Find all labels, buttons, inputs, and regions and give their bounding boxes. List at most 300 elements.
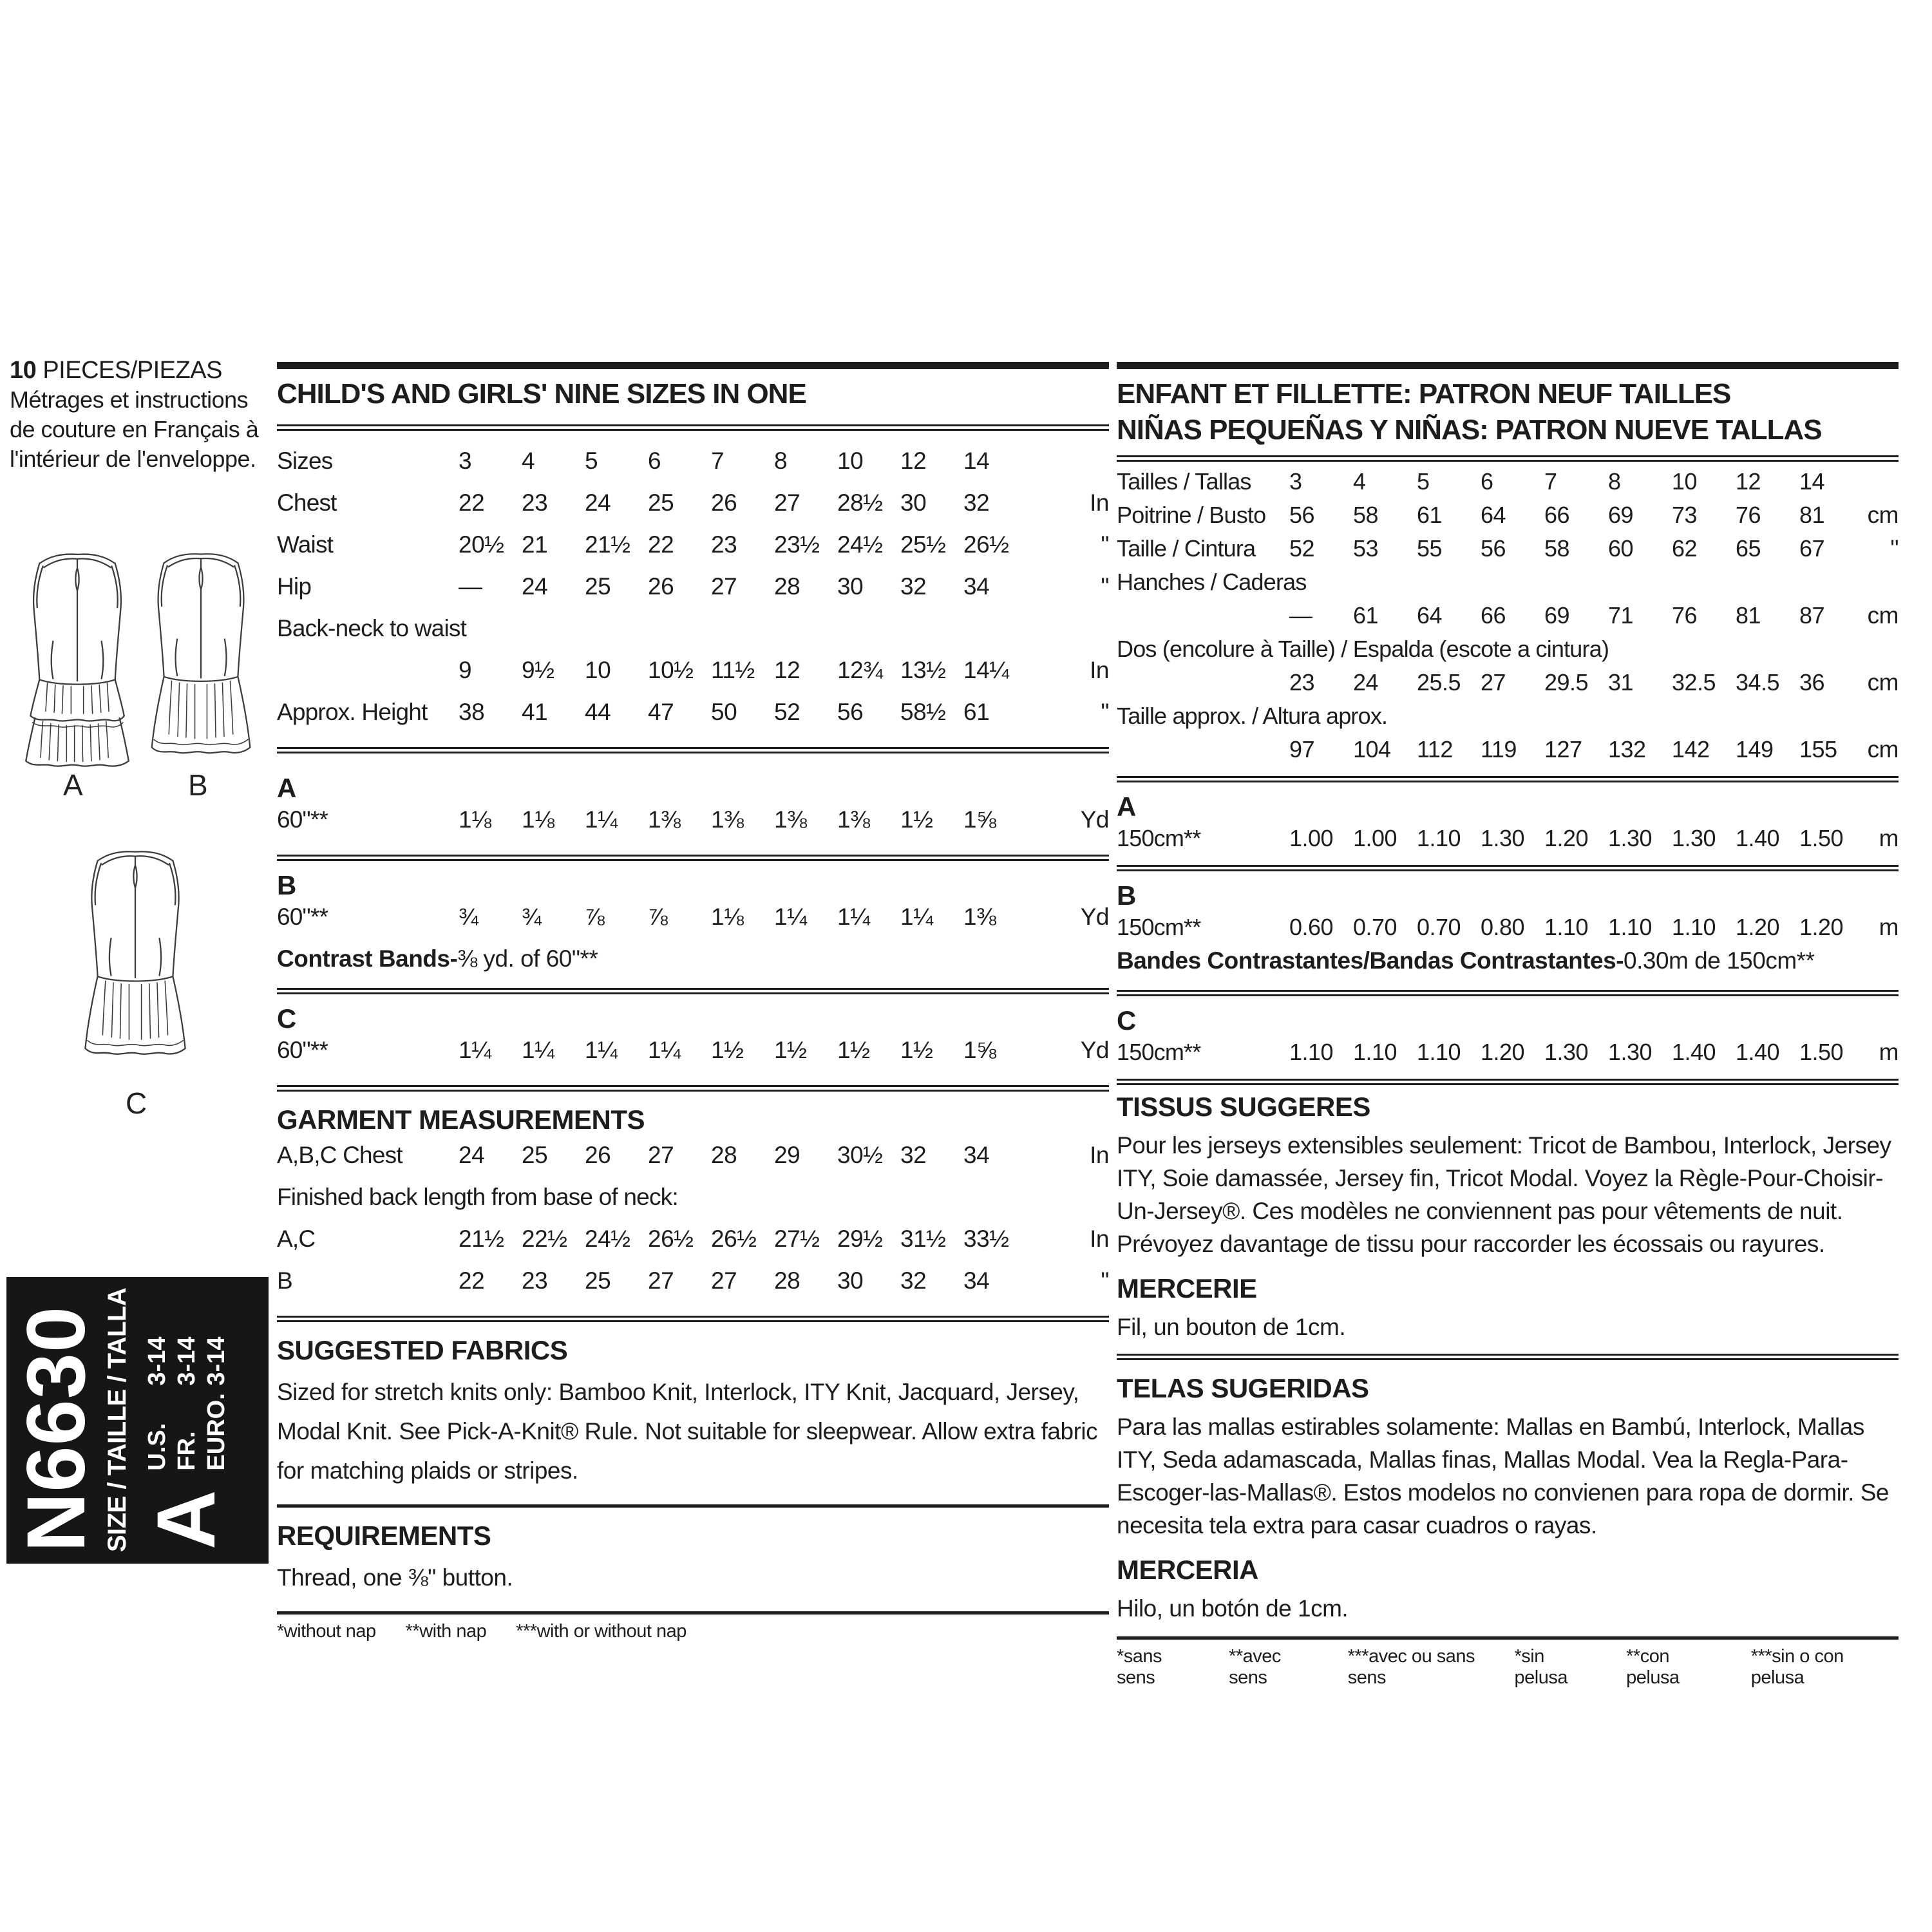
divider (1117, 455, 1899, 462)
cell-value: 76 (1736, 502, 1761, 528)
divider (277, 747, 1109, 753)
cell-value: 1.00 (1289, 825, 1334, 851)
section-letter: B (1117, 880, 1137, 911)
row-label: Poitrine / Busto (1117, 502, 1266, 528)
table-row (1117, 914, 1899, 947)
footnote: ***sin o con pelusa (1750, 1646, 1844, 1688)
unit-label: m (1879, 825, 1899, 851)
spanish-title: NIÑAS PEQUEÑAS Y NIÑAS: PATRON NUEVE TALLAS (1117, 414, 1822, 446)
divider (1117, 1354, 1899, 1360)
table-row (277, 657, 1109, 699)
cell-value: 23 (522, 489, 548, 516)
table-row (1117, 1039, 1899, 1072)
cell-value: 1.10 (1672, 914, 1716, 940)
cell-value: 58 (1544, 535, 1570, 562)
cell-value: 155 (1799, 736, 1837, 762)
intl-yardage-table (1117, 789, 1899, 1085)
pattern-number-badge-content (6, 1277, 269, 1564)
english-nap-footnotes (277, 1621, 1109, 1642)
cell-value: 4 (1353, 468, 1366, 495)
table-row (277, 904, 1109, 945)
row-label: 60"** (277, 904, 328, 930)
cell-value: 23 (522, 1267, 548, 1294)
footnote: **with nap (405, 1621, 487, 1642)
cell-value: 9 (459, 657, 472, 683)
cell-value: 1½ (900, 806, 933, 833)
contrast-bands-label: Contrast Bands- (277, 945, 458, 972)
cell-value: 1⅛ (522, 806, 554, 833)
cell-value: 81 (1736, 602, 1761, 629)
dress-view-c-drawing (72, 837, 198, 1079)
view-b-label: B (188, 768, 208, 802)
cell-value: 41 (522, 699, 548, 725)
contrast-bands-note (277, 945, 1109, 981)
cell-value: 1⅜ (774, 806, 807, 833)
cell-value: 24½ (585, 1226, 630, 1252)
cell-value: 32 (963, 489, 990, 516)
cell-value: 29½ (837, 1226, 883, 1252)
cell-value: 21½ (585, 531, 630, 558)
cell-value: 1.30 (1544, 1039, 1589, 1065)
cell-value: 12 (900, 448, 927, 474)
cell-value: 12 (774, 657, 800, 683)
cell-value: 1⅜ (963, 904, 996, 930)
contrast-bands-note (1117, 947, 1899, 983)
cell-value: 0.80 (1481, 914, 1525, 940)
cell-value: 12¾ (837, 657, 883, 683)
unit-label: m (1879, 914, 1899, 940)
cell-value: 127 (1544, 736, 1582, 762)
cell-value: 25 (585, 1267, 611, 1294)
cell-value: 34 (963, 1267, 990, 1294)
cell-value: 31½ (900, 1226, 946, 1252)
cell-value: 1¼ (522, 1037, 554, 1063)
table-row (277, 448, 1109, 489)
cell-value: 13½ (900, 657, 946, 683)
cell-value: 24 (459, 1142, 485, 1168)
cell-value: 1.30 (1608, 1039, 1653, 1065)
cell-value: 24 (1353, 669, 1379, 696)
contrast-bands-label: Bandes Contrastantes/Bandas Contrastantes- (1117, 947, 1624, 974)
row-label: 150cm** (1117, 914, 1201, 940)
cell-value: 14 (1799, 468, 1825, 495)
section-letter: B (277, 870, 297, 900)
divider (1117, 1636, 1899, 1640)
table-row (1117, 602, 1899, 636)
table-row (277, 531, 1109, 573)
pieces-count: 10 (10, 357, 37, 384)
cell-value: 1½ (837, 1037, 870, 1063)
cell-value: 33½ (963, 1226, 1009, 1252)
mercerie-heading: MERCERIE (1117, 1273, 1257, 1303)
cell-value: 0.70 (1353, 914, 1397, 940)
table-row (277, 489, 1109, 531)
unit-label: " (1101, 531, 1109, 558)
cell-value: 67 (1799, 535, 1825, 562)
section-letter: A (277, 773, 297, 803)
table-row (1117, 669, 1899, 703)
unit-label: cm (1867, 736, 1899, 762)
cell-value: 23 (1289, 669, 1315, 696)
divider (277, 424, 1109, 431)
row-label: 150cm** (1117, 1039, 1201, 1065)
cell-value: 0.70 (1417, 914, 1461, 940)
table-row (1117, 736, 1899, 770)
cell-value: 25 (585, 573, 611, 600)
table-row (277, 1184, 1109, 1226)
table-row (1117, 502, 1899, 535)
cell-value: 1⅝ (963, 1037, 996, 1063)
cell-value: 10 (837, 448, 864, 474)
tissus-suggeres-text: Pour les jerseys extensibles seulement: Tricot de Bambou, Interlock, Jersey ITY, Soie damassée, Jersey fin, Tricot Modal. Voyez la Règle-Pour-Choisir-Un-Jersey®. Ces modèles ne conviennent pas pour vêtements de nuit. Prévoyez davantage de tissu pour raccorder les écossais ou rayures. (1117, 1132, 1891, 1257)
cell-value: 28 (711, 1142, 737, 1168)
cell-value: 64 (1417, 602, 1443, 629)
telas-sugeridas-text: Para las mallas estirables solamente: Mallas en Bambú, Interlock, Mallas ITY, Seda adamascada, Mallas finas, Mallas Modal. Vea la Regla-Para-Escoger-las-Mallas®. Estos modelos no convienen para ropa de dormir. Se necesita tela extra para casar cuadros o rayas. (1117, 1414, 1889, 1539)
divider (277, 1504, 1109, 1508)
requirements-text: Thread, one ⅜" button. (277, 1564, 513, 1591)
cell-value: 1½ (711, 1037, 744, 1063)
cell-value: 76 (1672, 602, 1698, 629)
row-label: A,C (277, 1226, 316, 1252)
table-row (277, 1037, 1109, 1079)
size-range-row: EURO.3-14 (203, 1336, 230, 1471)
english-garment-measurements-table (277, 1142, 1109, 1309)
footnote: *sans sens (1117, 1646, 1162, 1688)
cell-value: 22½ (522, 1226, 567, 1252)
garment-measurements-heading: GARMENT MEASUREMENTS (277, 1104, 645, 1135)
table-row (277, 1142, 1109, 1184)
cell-value: 29 (774, 1142, 800, 1168)
cell-value: 61 (963, 699, 990, 725)
cell-value: 11½ (711, 657, 755, 683)
row-label: Taille approx. / Altura aprox. (1117, 703, 1388, 729)
unit-label: cm (1867, 669, 1899, 696)
cell-value: 32 (900, 573, 927, 600)
cell-value: 81 (1799, 502, 1825, 528)
table-row (1117, 535, 1899, 569)
cell-value: 1¼ (774, 904, 807, 930)
row-label: Sizes (277, 448, 333, 474)
cell-value: 56 (1289, 502, 1315, 528)
row-label: Tailles / Tallas (1117, 468, 1251, 495)
cell-value: 1⅜ (648, 806, 681, 833)
cell-value: 47 (648, 699, 674, 725)
cell-value: 1.40 (1736, 825, 1780, 851)
cell-value: 20½ (459, 531, 504, 558)
table-row (1117, 569, 1899, 602)
unit-label: In (1090, 489, 1109, 516)
cell-value: 27 (711, 1267, 737, 1294)
cell-value: 26½ (711, 1226, 757, 1252)
cell-value: 25.5 (1417, 669, 1461, 696)
cell-value: 73 (1672, 502, 1698, 528)
cell-value: 61 (1353, 602, 1379, 629)
cell-value: 3 (1289, 468, 1302, 495)
cell-value: 1.20 (1799, 914, 1844, 940)
cell-value: 22 (459, 1267, 485, 1294)
footnote: ***with or without nap (516, 1621, 687, 1642)
cell-value: 69 (1544, 602, 1570, 629)
suggested-fabrics-heading: SUGGESTED FABRICS (277, 1335, 568, 1365)
cell-value: 22 (648, 531, 674, 558)
cell-value: 1.30 (1608, 825, 1653, 851)
divider (1117, 990, 1899, 996)
cell-value: 34.5 (1736, 669, 1780, 696)
intl-body-measurements-table (1117, 468, 1899, 770)
cell-value: 21 (522, 531, 548, 558)
cell-value: 119 (1481, 736, 1517, 762)
cell-value: 1.20 (1736, 914, 1780, 940)
cell-value: 3 (459, 448, 472, 474)
cell-value: — (459, 573, 482, 600)
cell-value: ¾ (522, 904, 542, 930)
cell-value: 55 (1417, 535, 1443, 562)
pieces-label: PIECES/PIEZAS (36, 357, 222, 384)
cell-value: 1.10 (1608, 914, 1653, 940)
cell-value: 66 (1544, 502, 1570, 528)
contrast-bands-value: 0.30m de 150cm** (1624, 947, 1815, 974)
cell-value: 1.40 (1672, 1039, 1716, 1065)
table-row (1117, 636, 1899, 669)
cell-value: 27 (1481, 669, 1506, 696)
divider (277, 1085, 1109, 1092)
french-title: ENFANT ET FILLETTE: PATRON NEUF TAILLES (1117, 378, 1731, 410)
divider (1117, 362, 1899, 369)
cell-value: 56 (837, 699, 864, 725)
dress-view-a-drawing (18, 540, 137, 782)
cell-value: 34 (963, 573, 990, 600)
english-yardage-table (277, 770, 1109, 1092)
cell-value: 71 (1608, 602, 1634, 629)
cell-value: 29.5 (1544, 669, 1589, 696)
cell-value: 1¼ (900, 904, 933, 930)
cell-value: 32.5 (1672, 669, 1716, 696)
cell-value: 1⅜ (711, 806, 744, 833)
unit-label: cm (1867, 502, 1899, 528)
cell-value: 1.10 (1544, 914, 1589, 940)
pieces-note-line: de couture en Français à (10, 416, 259, 442)
table-row (277, 806, 1109, 848)
cell-value: 1¼ (585, 806, 618, 833)
cell-value: ⅞ (648, 904, 668, 930)
cell-value: 1.30 (1481, 825, 1525, 851)
cell-value: 87 (1799, 602, 1825, 629)
cell-value: 0.60 (1289, 914, 1334, 940)
intl-nap-footnotes (1117, 1646, 1899, 1689)
cell-value: 30 (837, 573, 864, 600)
cell-value: 21½ (459, 1226, 504, 1252)
row-label: A,B,C Chest (277, 1142, 402, 1168)
cell-value: 61 (1417, 502, 1443, 528)
cell-value: 26½ (648, 1226, 694, 1252)
footnote: **con pelusa (1626, 1646, 1680, 1688)
footnote: ***avec ou sans sens (1347, 1646, 1475, 1688)
divider (1117, 1079, 1899, 1085)
cell-value: 22 (459, 489, 485, 516)
cell-value: 1⅝ (963, 806, 996, 833)
size-range-row: FR.3-14 (173, 1336, 200, 1471)
cell-value: 34 (963, 1142, 990, 1168)
row-label: Approx. Height (277, 699, 428, 725)
cell-value: 1.00 (1353, 825, 1397, 851)
merceria-text: Hilo, un botón de 1cm. (1117, 1595, 1349, 1622)
row-label: Back-neck to waist (277, 615, 467, 641)
pattern-number: N6630 (10, 1305, 102, 1552)
cell-value: 6 (1481, 468, 1493, 495)
pieces-note (10, 355, 269, 474)
cell-value: 25½ (900, 531, 946, 558)
cell-value: 1.10 (1417, 825, 1461, 851)
unit-label: m (1879, 1039, 1899, 1065)
section-letter: C (277, 1003, 297, 1034)
pieces-note-line: l'intérieur de l'enveloppe. (10, 446, 256, 472)
cell-value: 26 (648, 573, 674, 600)
cell-value: 52 (1289, 535, 1315, 562)
divider (277, 1316, 1109, 1322)
cell-value: 7 (711, 448, 724, 474)
cell-value: 50 (711, 699, 737, 725)
divider (1117, 865, 1899, 871)
cell-value: 14¼ (963, 657, 1009, 683)
unit-label: cm (1867, 602, 1899, 629)
unit-label: " (1101, 573, 1109, 600)
requirements-heading: REQUIREMENTS (277, 1520, 491, 1551)
cell-value: 10 (1672, 468, 1698, 495)
cell-value: 14 (963, 448, 990, 474)
cell-value: 32 (900, 1142, 927, 1168)
divider (277, 855, 1109, 861)
row-label: Chest (277, 489, 337, 516)
cell-value: 149 (1736, 736, 1774, 762)
cell-value: 97 (1289, 736, 1315, 762)
cell-value: 132 (1608, 736, 1646, 762)
cell-value: 28 (774, 573, 800, 600)
cell-value: 24 (522, 573, 548, 600)
cell-value: 60 (1608, 535, 1634, 562)
cell-value: 1¼ (648, 1037, 681, 1063)
cell-value: 10 (585, 657, 611, 683)
row-label: Waist (277, 531, 334, 558)
size-ranges (142, 1337, 231, 1471)
cell-value: 9½ (522, 657, 554, 683)
cell-value: 52 (774, 699, 800, 725)
row-label: B (277, 1267, 292, 1294)
pieces-count-line (10, 355, 269, 385)
french-spanish-column (1117, 362, 1899, 1689)
contrast-bands-value: ⅜ yd. of 60"** (457, 945, 598, 972)
cell-value: 1.50 (1799, 1039, 1844, 1065)
row-label: Hip (277, 573, 312, 600)
cell-value: 62 (1672, 535, 1698, 562)
cell-value: 30 (900, 489, 927, 516)
cell-value: 31 (1608, 669, 1634, 696)
cell-value: 27 (648, 1267, 674, 1294)
divider (277, 362, 1109, 369)
divider (1117, 776, 1899, 782)
cell-value: 26½ (963, 531, 1009, 558)
unit-label: In (1090, 1226, 1109, 1252)
cell-value: 26 (711, 489, 737, 516)
cell-value: 1⅛ (711, 904, 744, 930)
cell-value: 104 (1353, 736, 1391, 762)
cell-value: ¾ (459, 904, 478, 930)
cell-value: 1.30 (1672, 825, 1716, 851)
table-row (277, 1267, 1109, 1309)
cell-value: 23 (711, 531, 737, 558)
cell-value: 25 (648, 489, 674, 516)
cell-value: 27 (774, 489, 800, 516)
cell-value: 4 (522, 448, 535, 474)
section-letter: C (1117, 1005, 1137, 1036)
pieces-note-line: Métrages et instructions (10, 386, 249, 413)
cell-value: 27½ (774, 1226, 820, 1252)
cell-value: 1.10 (1353, 1039, 1397, 1065)
cell-value: 27 (711, 573, 737, 600)
cell-value: 26 (585, 1142, 611, 1168)
footnote: *sin pelusa (1514, 1646, 1567, 1688)
merceria-heading: MERCERIA (1117, 1555, 1259, 1585)
mercerie-text: Fil, un bouton de 1cm. (1117, 1314, 1346, 1340)
cell-value: 65 (1736, 535, 1761, 562)
cell-value: 1½ (900, 1037, 933, 1063)
cell-value: 12 (1736, 468, 1761, 495)
cell-value: 5 (1417, 468, 1430, 495)
cell-value: 27 (648, 1142, 674, 1168)
unit-label: In (1090, 1142, 1109, 1168)
cell-value: 142 (1672, 736, 1710, 762)
cell-value: — (1289, 602, 1312, 629)
row-label: Finished back length from base of neck: (277, 1184, 678, 1210)
size-label: SIZE / TAILLE / TALLA (103, 1287, 131, 1552)
unit-label: Yd (1080, 806, 1109, 833)
view-a-label: A (63, 768, 83, 802)
table-row (277, 573, 1109, 615)
cell-value: 58 (1353, 502, 1379, 528)
cell-value: 58½ (900, 699, 946, 725)
cell-value: 28 (774, 1267, 800, 1294)
tissus-suggeres-heading: TISSUS SUGGERES (1117, 1092, 1370, 1122)
table-row (1117, 703, 1899, 736)
cell-value: 8 (1608, 468, 1621, 495)
cell-value: 24 (585, 489, 611, 516)
section-letter: A (1117, 791, 1137, 822)
unit-label: " (1101, 699, 1109, 725)
divider (277, 1611, 1109, 1615)
table-row (1117, 825, 1899, 858)
cell-value: 66 (1481, 602, 1506, 629)
footnote: *without nap (277, 1621, 376, 1642)
table-row (1117, 468, 1899, 502)
unit-label: " (1101, 1267, 1109, 1294)
dress-view-b-drawing (143, 540, 259, 777)
row-label: 150cm** (1117, 825, 1201, 851)
row-label: Dos (encolure à Taille) / Espalda (escote a cintura) (1117, 636, 1609, 662)
spanish-nap-footnotes (1515, 1646, 1899, 1689)
french-nap-footnotes (1117, 1646, 1515, 1689)
cell-value: 30 (837, 1267, 864, 1294)
cell-value: 1¼ (459, 1037, 491, 1063)
unit-label: " (1890, 535, 1899, 562)
table-row (277, 615, 1109, 657)
cell-value: 56 (1481, 535, 1506, 562)
cell-value: 69 (1608, 502, 1634, 528)
table-row (277, 1226, 1109, 1267)
cell-value: 1.20 (1481, 1039, 1525, 1065)
cell-value: 30½ (837, 1142, 883, 1168)
cell-value: 1⅛ (459, 806, 491, 833)
divider (277, 988, 1109, 994)
row-label: 60"** (277, 806, 328, 833)
